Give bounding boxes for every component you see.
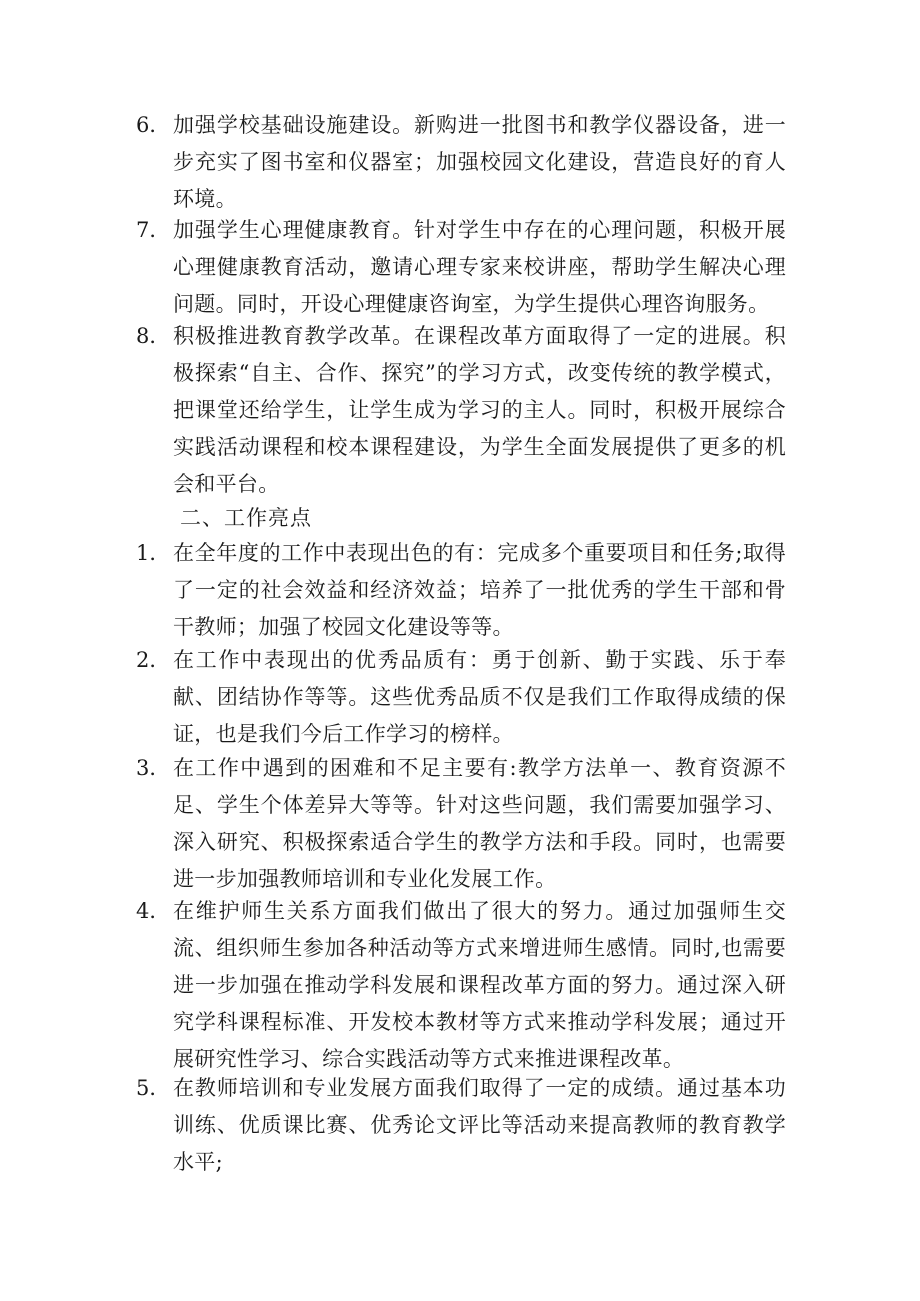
highlight-item-2 [136, 642, 786, 753]
highlight-item-4 [136, 893, 786, 1078]
item-number: 2． [136, 648, 171, 672]
item-text: 积极推进教育教学改革。在课程改革方面取得了一定的进展。积极探索“自主、合作、探究”的学习方式，改变传统的教学模式，把课堂还给学生，让学生成为学习的主人。同时，积极开展综合实践活动课程和校本课程建设，为学生全面发展提供了更多的机会和平台。 [173, 324, 786, 496]
list-item-7 [136, 212, 786, 323]
item-number: 3． [136, 756, 171, 780]
item-text: 在全年度的工作中表现出色的有：完成多个重要项目和任务;取得了一定的社会效益和经济效益；培养了一批优秀的学生干部和骨干教师；加强了校园文化建设等等。 [173, 541, 786, 639]
item-number: 7． [136, 218, 171, 242]
item-text: 加强学校基础设施建设。新购进一批图书和教学仪器设备，进一步充实了图书室和仪器室；加强校园文化建设，营造良好的育人环境。 [173, 113, 786, 211]
item-text: 在教师培训和专业发展方面我们取得了一定的成绩。通过基本功训练、优质课比赛、优秀论文评比等活动来提高教师的教育教学水平; [173, 1076, 786, 1174]
list-item-8 [136, 318, 786, 503]
item-text: 在工作中遇到的困难和不足主要有:教学方法单一、教育资源不足、学生个体差异大等等。针对这些问题，我们需要加强学习、深入研究、积极探索适合学生的教学方法和手段。同时，也需要进一步加强教师培训和专业化发展工作。 [173, 756, 786, 891]
item-number: 4． [136, 899, 171, 923]
section-heading: 二、工作亮点 [180, 506, 312, 530]
item-number: 6． [136, 113, 171, 137]
item-number: 5． [136, 1076, 171, 1100]
highlight-item-5 [136, 1070, 786, 1181]
item-text: 加强学生心理健康教育。针对学生中存在的心理问题，积极开展心理健康教育活动，邀请心理专家来校讲座，帮助学生解决心理问题。同时，开设心理健康咨询室，为学生提供心理咨询服务。 [173, 218, 786, 316]
item-text: 在维护师生关系方面我们做出了很大的努力。通过加强师生交流、组织师生参加各种活动等方式来增进师生感情。同时,也需要进一步加强在推动学科发展和课程改革方面的努力。通过深入研究学科课程标准、开发校本教材等方式来推动学科发展；通过开展研究性学习、综合实践活动等方式来推进课程改革。 [173, 899, 786, 1071]
item-text: 在工作中表现出的优秀品质有：勇于创新、勤于实践、乐于奉献、团结协作等等。这些优秀品质不仅是我们工作取得成绩的保证，也是我们今后工作学习的榜样。 [173, 648, 786, 746]
item-number: 1． [136, 541, 171, 565]
list-item-6 [136, 107, 786, 218]
item-number: 8． [136, 324, 171, 348]
highlight-item-3 [136, 750, 786, 898]
highlight-item-1 [136, 535, 786, 646]
